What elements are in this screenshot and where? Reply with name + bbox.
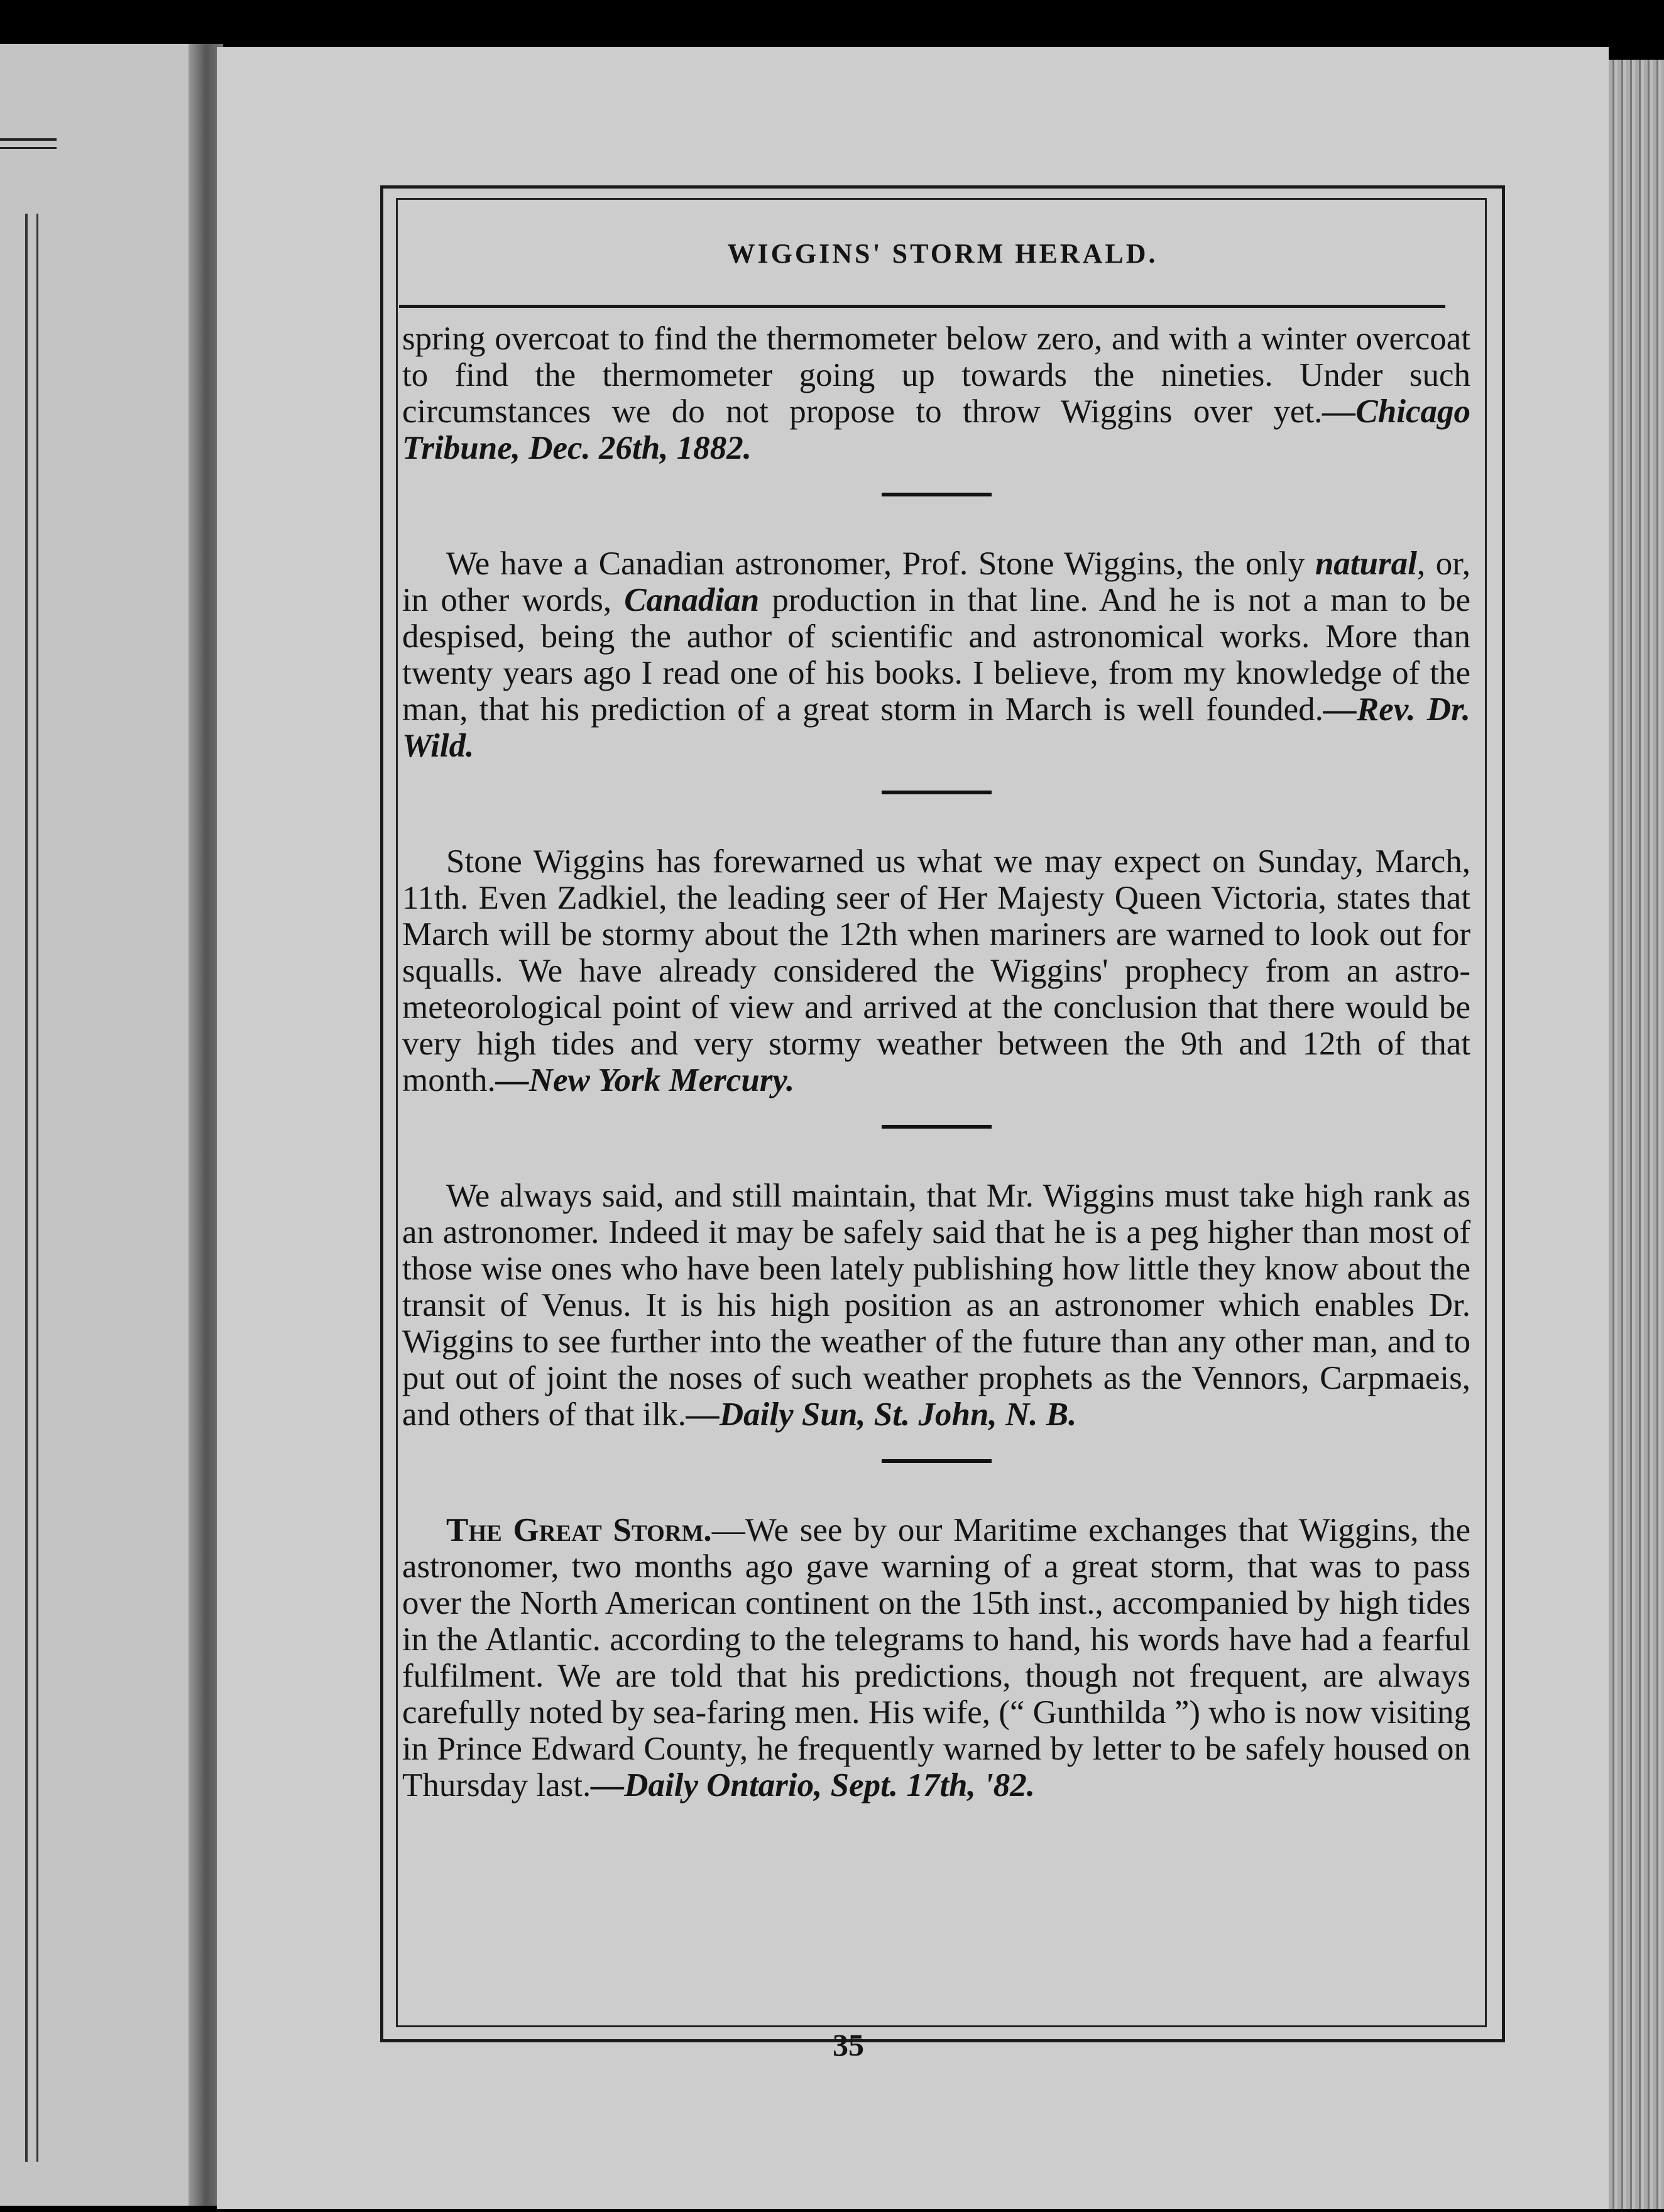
header-rule (399, 305, 1445, 308)
article-wild (402, 545, 1470, 764)
article-source: —Daily Sun, St. John, N. B. (686, 1396, 1077, 1433)
article-text: , or, in other words, (402, 545, 1470, 618)
article-heading: The Great Storm. (446, 1512, 712, 1548)
separator-rule (882, 1125, 992, 1129)
article-tribune (402, 320, 1470, 466)
separator-rule (882, 1459, 992, 1463)
left-page (0, 44, 207, 2206)
separator-rule (882, 493, 992, 496)
article-mercury (402, 843, 1470, 1098)
article-text: We have a Canadian astronomer, Prof. Stone Wiggins, the only (446, 545, 1315, 582)
article-source: —Chicago Tribune, Dec. 26th, 1882. (402, 393, 1470, 466)
emphasis: Canadian (624, 582, 760, 618)
article-text: —We see by our Maritime exchanges that Wiggins, the astronomer, two months ago gave warning of a great storm, that was to pass over the North American continent on the 15th inst., accompanied by high tides in the Atlantic. according to the telegrams to hand, his words have had a fearful fulfilment. We are told that his predictions, though not frequent, are always carefully noted by sea-faring men. His wife, (“ Gunthilda ”) who is now visiting in Prince Edward County, he frequently warned by letter to be safely housed on Thursday last. (402, 1512, 1470, 1804)
emphasis: natural (1315, 545, 1417, 582)
left-page-border (25, 214, 38, 2162)
article-source: —Rev. Dr. Wild. (402, 691, 1470, 764)
article-text: spring overcoat to find the thermometer below zero, and with a winter overcoat to find the thermometer going up towards the nineties. Under such circumstances we do not propose to throw Wiggins over yet. (402, 320, 1470, 430)
running-head: WIGGINS' STORM HERALD. (727, 238, 1158, 269)
left-page-rule (0, 138, 57, 149)
article-daily-sun (402, 1178, 1470, 1433)
page-content (402, 320, 1470, 1804)
page-edges (1609, 60, 1664, 2209)
separator-rule (882, 791, 992, 794)
article-text: production in that line. And he is not a man to be despised, being the author of scientific and astronomical works. More than twenty years ago I read one of his books. I believe, from my knowledge of the man, that his prediction of a great storm in March is well founded. (402, 582, 1470, 728)
article-text: We always said, and still maintain, that Mr. Wiggins must take high rank as an astronomer. Indeed it may be safely said that he is a peg higher than most of those wise ones who have been lately publishing how little they know about the transit of Venus. It is his high position as an astronomer which enables Dr. Wiggins to see further into the weather of the future than any other man, and to put out of joint the noses of such weather prophets as the Vennors, Carpmaeis, and others of that ilk. (402, 1178, 1470, 1433)
article-great-storm (402, 1512, 1470, 1804)
article-text: Stone Wiggins has forewarned us what we may expect on Sunday, March, 11th. Even Zadkiel, the leading seer of Her Majesty Queen Victoria, states that March will be stormy about the 12th when mariners are warned to look out for squalls. We have already considered the Wiggins' prophecy from an astro-meteorological point of view and arrived at the conclusion that there would be very high tides and very stormy weather between the 9th and 12th of that month. (402, 843, 1470, 1098)
article-source: —Daily Ontario, Sept. 17th, '82. (591, 1767, 1036, 1804)
page-number: 35 (833, 2027, 864, 2062)
article-source: —New York Mercury. (495, 1062, 795, 1098)
